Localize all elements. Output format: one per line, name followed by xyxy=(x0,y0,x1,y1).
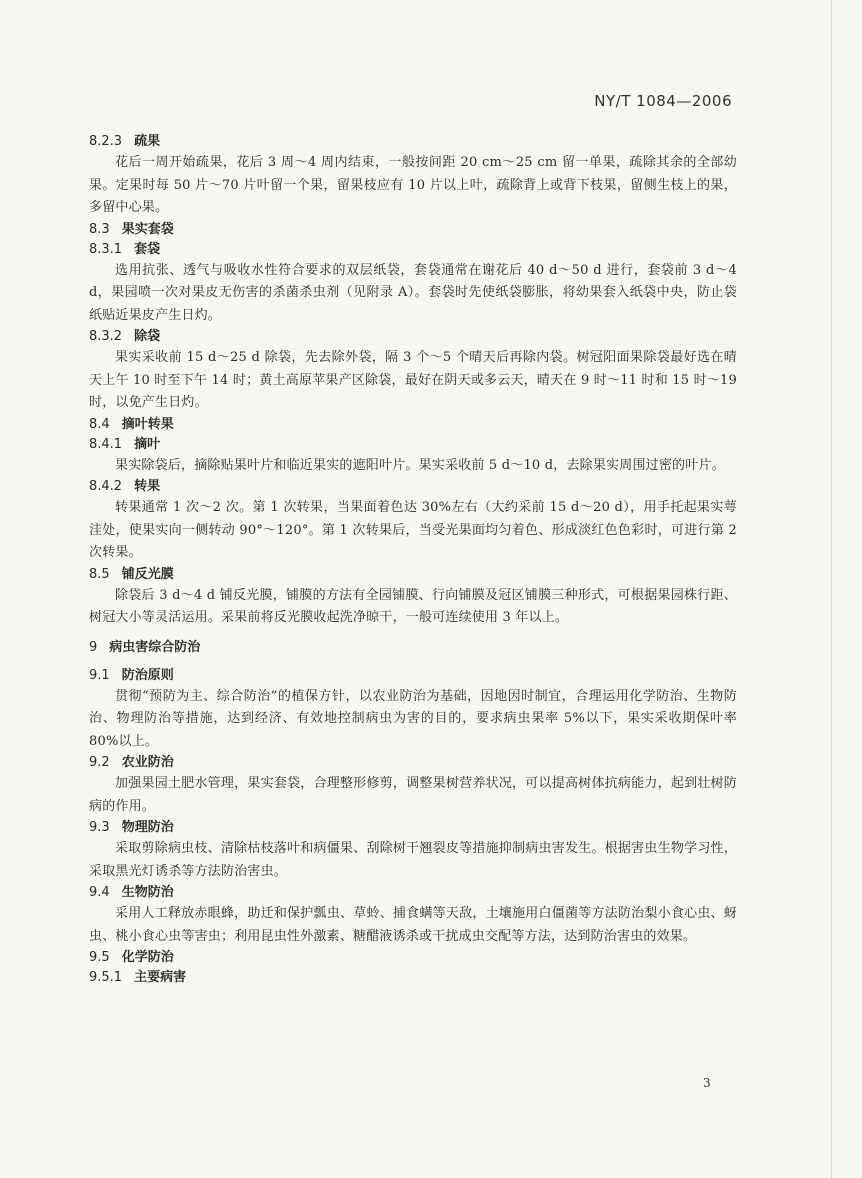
paragraph: 贯彻“预防为主、综合防治”的植保方针，以农业防治为基础，因地因时制宜，合理运用化学防治、生物防治、物理防治等措施，达到经济、有效地控制病虫为害的目的，要求病虫果率 5%以下，果实采收期保叶率 80%以上。 xyxy=(89,688,737,749)
section-title: 摘叶 xyxy=(134,436,161,452)
document-body xyxy=(89,132,737,988)
page-edge xyxy=(831,0,832,1178)
section-title: 果实套袋 xyxy=(121,221,174,237)
chapter-heading xyxy=(89,638,737,658)
paragraph: 加强果园土肥水管理，果实套袋，合理整形修剪，调整果树营养状况，可以提高树体抗病能力，起到壮树防病的作用。 xyxy=(89,776,737,814)
section-title: 套袋 xyxy=(134,241,161,257)
section-title: 主要病害 xyxy=(134,970,187,985)
section-title: 除袋 xyxy=(134,329,161,344)
section-heading xyxy=(89,948,737,968)
section-number: 8.5 xyxy=(89,566,110,582)
section-title: 病虫害综合防治 xyxy=(109,639,201,655)
section-heading xyxy=(89,565,737,585)
section-title: 疏果 xyxy=(134,134,161,149)
section-heading xyxy=(89,415,737,435)
standard-code: NY/T 1084—2006 xyxy=(594,92,732,110)
section-heading xyxy=(89,327,737,347)
section-title: 农业防治 xyxy=(121,755,174,770)
section-heading xyxy=(89,477,737,497)
section-heading xyxy=(89,818,737,838)
paragraph: 果实采收前 15 d～25 d 除袋，先去除外袋，隔 3 个～5 个晴天后再除内袋。树冠阳面果除袋最好选在晴天上午 10 时至下午 14 时；黄土高原苹果产区除袋，最好在阴天或多云天，晴天在 9 时～11 时和 15 时～19 时，以免产生日灼。 xyxy=(89,350,737,410)
section-number: 8.4 xyxy=(89,416,110,432)
paragraph: 采取剪除病虫枝、清除枯枝落叶和病僵果、刮除树干翘裂皮等措施抑制病虫害发生。根据害虫生物学习性，采取黑光灯诱杀等方法防治害虫。 xyxy=(89,841,737,879)
paragraph: 转果通常 1 次～2 次。第 1 次转果，当果面着色达 30%左右（大约采前 15 d～20 d），用手托起果实萼洼处，使果实向一侧转动 90°～120°。第 1 次转果后，当受光果面均匀着色、形成淡红色色彩时，可进行第 2 次转果。 xyxy=(89,500,737,560)
section-title: 转果 xyxy=(134,479,161,494)
section-heading xyxy=(89,753,737,773)
section-title: 生物防治 xyxy=(121,885,174,900)
section-number: 9.3 xyxy=(89,820,110,835)
section-number: 8.4.1 xyxy=(89,436,123,452)
section-number: 8.3.2 xyxy=(89,329,123,344)
paragraph: 花后一周开始疏果，花后 3 周～4 周内结束，一般按间距 20 cm～25 cm 留一单果，疏除其余的全部幼果。定果时每 50 片～70 片叶留一个果，留果枝应有 10 片以上叶，疏除背上或背下枝果，留侧生枝上的果，多留中心果。 xyxy=(89,155,737,215)
section-number: 8.2.3 xyxy=(89,134,123,149)
section-number: 9.5.1 xyxy=(89,970,123,985)
paragraph: 除袋后 3 d～4 d 铺反光膜，铺膜的方法有全园铺膜、行向铺膜及冠区铺膜三种形式，可根据果园株行距、树冠大小等灵活运用。采果前将反光膜收起洗净晾干，一般可连续使用 3 年以上。 xyxy=(89,587,737,625)
section-heading xyxy=(89,132,737,152)
section-heading xyxy=(89,968,737,988)
paragraph: 采用人工释放赤眼蜂，助迁和保护瓢虫、草蛉、捕食螨等天敌，土壤施用白僵菌等方法防治梨小食心虫、蚜虫、桃小食心虫等害虫；利用昆虫性外激素、糖醋液诱杀或干扰成虫交配等方法，达到防治害虫的效果。 xyxy=(89,906,737,944)
section-title: 铺反光膜 xyxy=(121,566,174,582)
section-number: 8.3 xyxy=(89,221,110,237)
section-number: 9 xyxy=(89,639,98,655)
section-title: 化学防治 xyxy=(121,950,174,965)
section-number: 9.2 xyxy=(89,755,110,770)
paragraph: 果实除袋后，摘除贴果叶片和临近果实的遮阳叶片。果实采收前 5 d～10 d，去除果实周围过密的叶片。 xyxy=(115,457,725,473)
section-number: 8.4.2 xyxy=(89,479,123,494)
section-heading xyxy=(89,883,737,903)
section-number: 9.1 xyxy=(89,667,110,683)
section-title: 物理防治 xyxy=(121,820,174,835)
section-title: 摘叶转果 xyxy=(121,416,174,432)
section-title: 防治原则 xyxy=(121,667,174,683)
section-heading xyxy=(89,435,737,455)
section-number: 9.4 xyxy=(89,885,110,900)
section-heading xyxy=(89,220,737,240)
section-heading xyxy=(89,666,737,686)
section-number: 9.5 xyxy=(89,950,110,965)
section-heading xyxy=(89,240,737,260)
page-number: 3 xyxy=(703,1076,711,1090)
section-number: 8.3.1 xyxy=(89,241,123,257)
paragraph: 选用抗张、透气与吸收水性符合要求的双层纸袋，套袋通常在谢花后 40 d～50 d 进行，套袋前 3 d～4 d，果园喷一次对果皮无伤害的杀菌杀虫剂（见附录 A）。套袋时先使纸袋膨胀，将幼果套入纸袋中央，防止袋纸贴近果皮产生日灼。 xyxy=(89,262,737,323)
